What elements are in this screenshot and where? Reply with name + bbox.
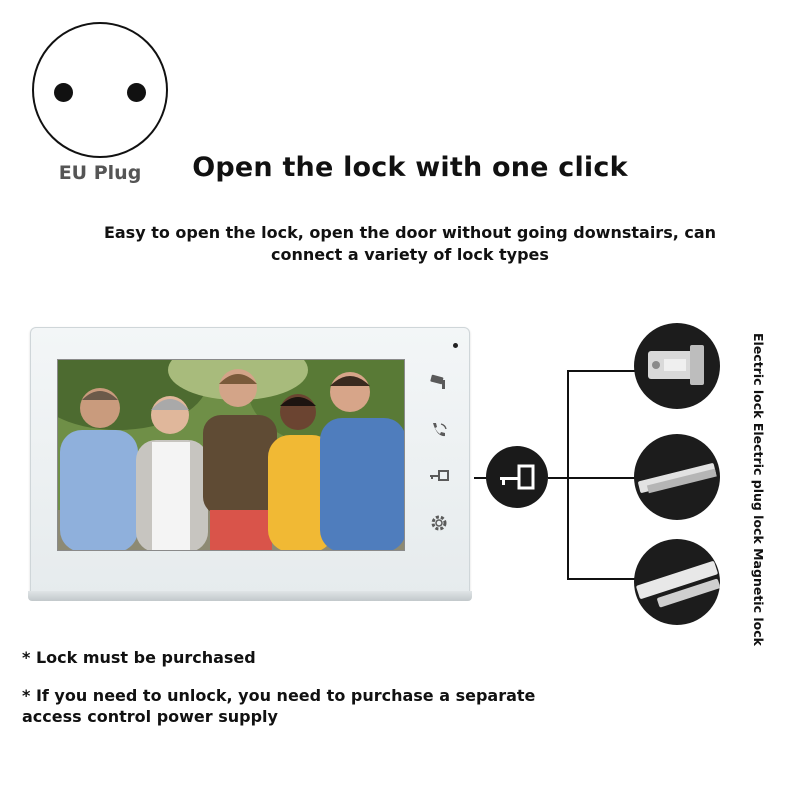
- lock-types-label: [748, 333, 768, 645]
- group-photo: [58, 360, 405, 551]
- note-power-line-2: access control power supply: [22, 707, 278, 726]
- connector-branch: [567, 578, 635, 580]
- gear-icon[interactable]: [428, 512, 450, 534]
- electric-lock-icon: [634, 323, 720, 409]
- subline-line-2: connect a variety of lock types: [271, 245, 549, 264]
- monitor-base: [28, 591, 472, 601]
- note-power-supply: [22, 685, 535, 727]
- electric-plug-lock-icon: [634, 434, 720, 520]
- monitor-camera-dot: [453, 343, 458, 348]
- plug-pin-right: [127, 83, 146, 102]
- plug-label: EU Plug: [58, 162, 142, 184]
- monitor-screen-photo: [57, 359, 405, 551]
- magnetic-lock-icon: [634, 539, 720, 625]
- note-power-line-1: * If you need to unlock, you need to purchase a separate: [22, 686, 536, 705]
- plug-pin-left: [54, 83, 73, 102]
- phone-icon[interactable]: [428, 419, 450, 441]
- camera-icon[interactable]: [428, 370, 450, 392]
- subline-line-1: Easy to open the lock, open the door without going downstairs, can: [103, 223, 717, 242]
- eu-plug-icon: [32, 22, 168, 158]
- connector-trunk: [567, 370, 569, 580]
- note-lock-purchase: * Lock must be purchased: [22, 648, 256, 667]
- headline: Open the lock with one click: [192, 152, 628, 183]
- connector-line: [548, 477, 568, 479]
- subline: [100, 222, 720, 266]
- key-icon[interactable]: [428, 465, 450, 487]
- lock-types-text: Electric lock Electric plug lock Magnetic lock: [751, 333, 766, 646]
- connector-branch: [567, 477, 635, 479]
- connector-branch: [567, 370, 635, 372]
- unlock-key-icon: [486, 446, 548, 508]
